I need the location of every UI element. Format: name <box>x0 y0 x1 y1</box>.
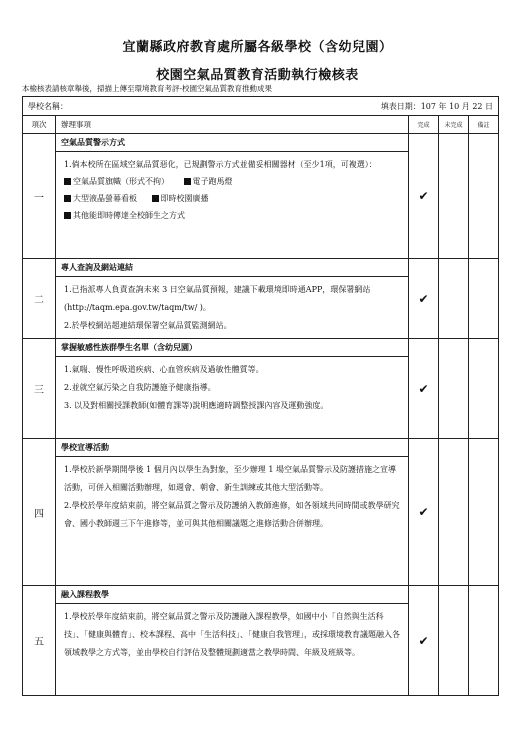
section-number: 三 <box>23 339 56 439</box>
section-title: 專人查詢及網站連結 <box>56 259 408 277</box>
document-title: 宜蘭縣政府教育處所屬各級學校（含幼兒園） <box>122 40 393 55</box>
checkbox-filled-icon <box>64 212 71 219</box>
upload-note: 本檢核表請核章舉後，掃描上傳至環境教育考評-校園空氣品質教育推動成果 <box>22 84 273 93</box>
section-row <box>23 339 499 439</box>
not-done-cell <box>439 586 469 696</box>
done-check-icon: ✔ <box>409 339 439 439</box>
checkbox-filled-icon <box>64 178 71 185</box>
document-subtitle: 校園空氣品質教育活動執行檢核表 <box>156 68 359 83</box>
school-name-label: 學校名稱： <box>28 101 68 111</box>
header-row <box>23 116 499 134</box>
checklist-table <box>22 96 499 696</box>
checkbox-filled-icon <box>184 178 191 185</box>
option-broadcast: 即時校園廣播 <box>160 194 209 203</box>
section-number: 二 <box>23 259 56 339</box>
fill-date: 填表日期：107 年 10 月 22 日 <box>380 101 494 111</box>
not-done-cell <box>439 259 469 339</box>
remark-cell <box>469 259 499 339</box>
option-lcd: 大型液晶螢幕看板 <box>73 194 137 203</box>
section-row <box>23 439 499 586</box>
not-done-cell <box>439 134 469 259</box>
col-not-done: 未完成 <box>439 116 469 134</box>
option-led: 電子跑馬燈 <box>192 177 233 186</box>
not-done-cell <box>439 439 469 586</box>
section-number: 四 <box>23 439 56 586</box>
option-other: 其他能即時傳達全校師生之方式 <box>73 211 185 220</box>
section-text: 2.學校於學年度結束前，將空氣品質之警示及防護納入教師進修，如各領域共同時間或教學研究會、國小教師週三下午進修等，並可與其他相關議題之進修活動合併辦理。 <box>64 501 400 528</box>
school-info-row <box>23 97 499 116</box>
section-text: 3. 以及對相關授課教師(如體育課等)說明應適時調整授課內容及運動強度。 <box>64 401 329 410</box>
done-check-icon: ✔ <box>409 439 439 586</box>
section-number: 一 <box>23 134 56 259</box>
col-done: 完成 <box>409 116 439 134</box>
done-check-icon: ✔ <box>409 586 439 696</box>
section-text: 1.學校於新學期開學後 1 個月內以學生為對象，至少辦理 1 場空氣品質警示及防護措施之宣導活動，可併入相關活動辦理，如週會、朝會、新生訓練或其他大型活動等。 <box>64 465 396 492</box>
section-title: 空氣品質警示方式 <box>56 134 408 152</box>
section-number: 五 <box>23 586 56 696</box>
section-text: 1.學校於學年度結束前，將空氣品質之警示及防護融入課程教學，如國中小「自然與生活科技」、「健康與體育」、校本課程、高中「生活科技」、「健康自我管理」，或採環境教育議題融入各領域教學之方式等，並由學校自行評估及整體規劃適當之教學時間、年級及班級等。 <box>64 612 400 657</box>
section-title: 學校宣導活動 <box>56 439 408 457</box>
section-text: 2.並就空氣污染之自我防護施予健康指導。 <box>64 383 216 392</box>
section-title: 掌握敏感性族群學生名單（含幼兒園） <box>56 339 408 357</box>
remark-cell <box>469 339 499 439</box>
option-flag: 空氣品質旗幟（形式不拘） <box>73 177 169 186</box>
not-done-cell <box>439 339 469 439</box>
section-text: 1.氣喘、慢性呼吸道疾病、心血管疾病及過敏性體質等。 <box>64 365 264 374</box>
remark-cell <box>469 586 499 696</box>
section-row <box>23 259 499 339</box>
done-check-icon: ✔ <box>409 134 439 259</box>
section-text: 1.已指派專人負責查詢未來 3 日空氣品質預報，建議下載環境即時通APP，環保署網站(http://taqm.epa.gov.tw/taqm/tw/ )。 <box>64 285 371 312</box>
section-text: 1.倘本校所在區域空氣品質惡化，已規劃警示方式並備妥相關器材（至少1項，可複選）： <box>64 160 377 169</box>
col-matter: 辦理事項 <box>56 116 409 134</box>
col-remark: 備註 <box>469 116 499 134</box>
section-row <box>23 134 499 259</box>
remark-cell <box>469 439 499 586</box>
checkbox-filled-icon <box>64 195 71 202</box>
done-check-icon: ✔ <box>409 259 439 339</box>
section-row <box>23 586 499 696</box>
col-item: 項次 <box>23 116 56 134</box>
section-title: 融入課程教學 <box>56 586 408 604</box>
remark-cell <box>469 134 499 259</box>
section-text: 2.於學校網站超連結環保署空氣品質監測網站。 <box>64 321 232 330</box>
checkbox-filled-icon <box>152 195 159 202</box>
